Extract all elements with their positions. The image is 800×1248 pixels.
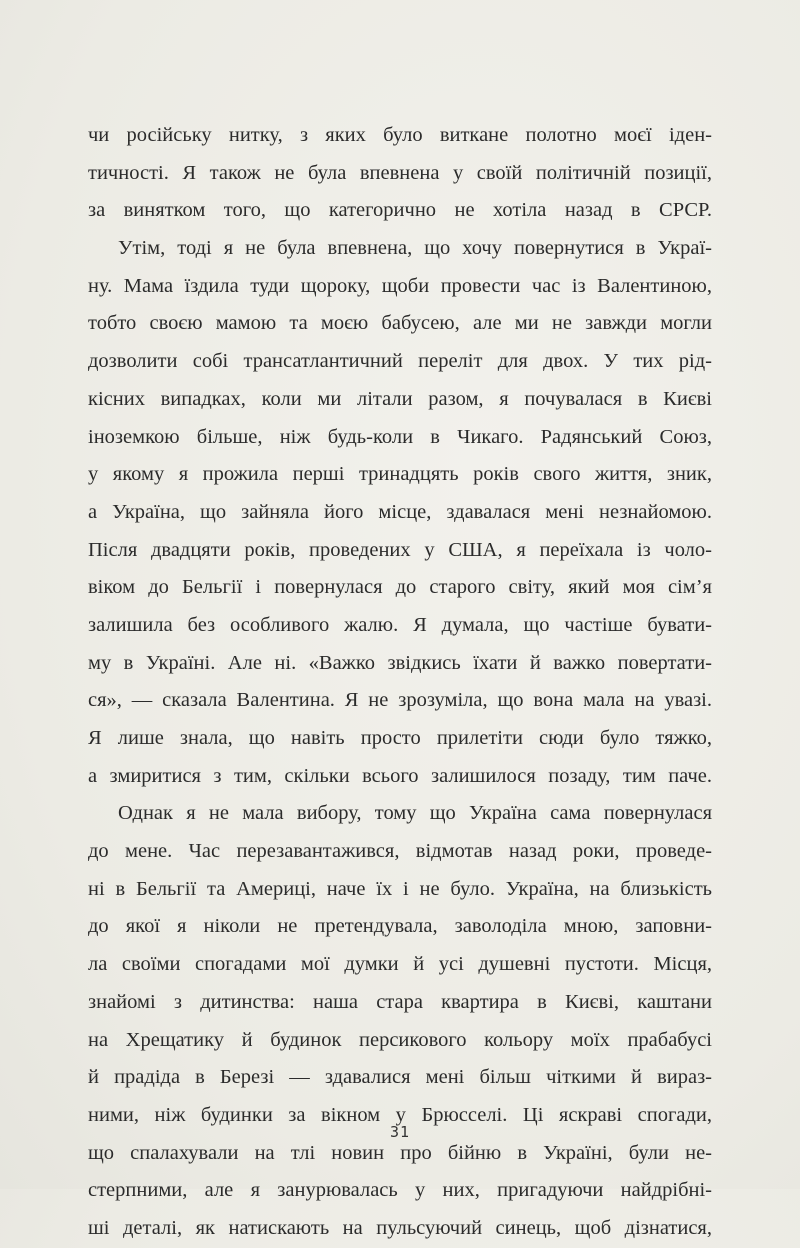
text-line: іноземкою більше, ніж будь-коли в Чикаго. Радянський Союз, [88, 425, 712, 448]
text-line: залишила без особливого жалю. Я думала, що частіше бувати- [88, 613, 712, 636]
text-line: дозволити собі трансатлантичний переліт для двох. У тих рід- [88, 350, 712, 373]
text-line: тичності. Я також не була впевнена у своїй політичній позиції, [88, 161, 712, 184]
text-line: у якому я прожила перші тринадцять років свого життя, зник, [88, 463, 712, 486]
text-line: знайомі з дитинства: наша стара квартира в Києві, каштани [88, 990, 712, 1013]
text-line: кісних випадках, коли ми літали разом, я почувалася в Києві [88, 387, 712, 410]
text-line: за винятком того, що категорично не хотіла назад в СРСР. [88, 199, 712, 222]
text-line: а змиритися з тим, скільки всього залишилося позаду, тим паче. [88, 764, 712, 787]
text-line: Я лише знала, що навіть просто прилетіти сюди було тяжко, [88, 727, 712, 749]
page-number: 31 [389, 1123, 411, 1141]
text-line: до мене. Час перезавантажився, відмотав назад роки, проведе- [88, 840, 712, 863]
text-line: стерпними, але я занурювалась у них, пригадуючи найдрібні- [88, 1179, 712, 1202]
text-line: Після двадцяти років, проведених у США, я переїхала із чоло- [88, 538, 712, 561]
text-line: ні в Бельгії та Америці, наче їх і не було. Україна, на близькість [88, 877, 712, 900]
text-line: тобто своєю мамою та моєю бабусею, але ми не завжди могли [88, 312, 712, 335]
text-line: му в Україні. Але ні. «Важко звідкись їхати й важко повертати- [88, 651, 712, 674]
text-line: ними, ніж будинки за вікном у Брюсселі. Ці яскраві спогади, [88, 1103, 712, 1126]
text-line: ла своїми спогадами мої думки й усі душевні пустоти. Місця, [88, 953, 712, 976]
text-line: ну. Мама їздила туди щороку, щоби провести час із Валентиною, [88, 274, 712, 297]
text-line: до якої я ніколи не претендувала, заволоділа мною, заповни- [88, 915, 712, 938]
text-line: а Україна, що зайняла його місце, здавалася мені незнайомою. [88, 500, 712, 523]
text-line: й прадіда в Березі — здавалися мені більш чіткими й вираз- [88, 1066, 712, 1089]
paragraph [88, 230, 712, 795]
text-line: Утім, тоді я не була впевнена, що хочу повернутися в Украї- [118, 237, 712, 260]
paragraph [88, 795, 712, 1247]
body-text [88, 117, 712, 1248]
text-line: ші деталі, як натискають на пульсуючий синець, щоб дізнатися, [88, 1216, 712, 1239]
paragraph [88, 117, 712, 230]
text-line: чи російську нитку, з яких було виткане полотно моєї іден- [88, 124, 712, 146]
text-line: Однак я не мала вибору, тому що Україна сама повернулася [118, 802, 712, 825]
text-line: на Хрещатику й будинок персикового кольору моїх прабабусі [88, 1028, 712, 1051]
text-line: що спалахували на тлі новин про бійню в Україні, були не- [88, 1141, 712, 1164]
text-line: ся», — сказала Валентина. Я не зрозуміла, що вона мала на увазі. [88, 689, 712, 712]
text-line: віком до Бельгії і повернулася до старого світу, який моя сім’я [88, 576, 712, 599]
